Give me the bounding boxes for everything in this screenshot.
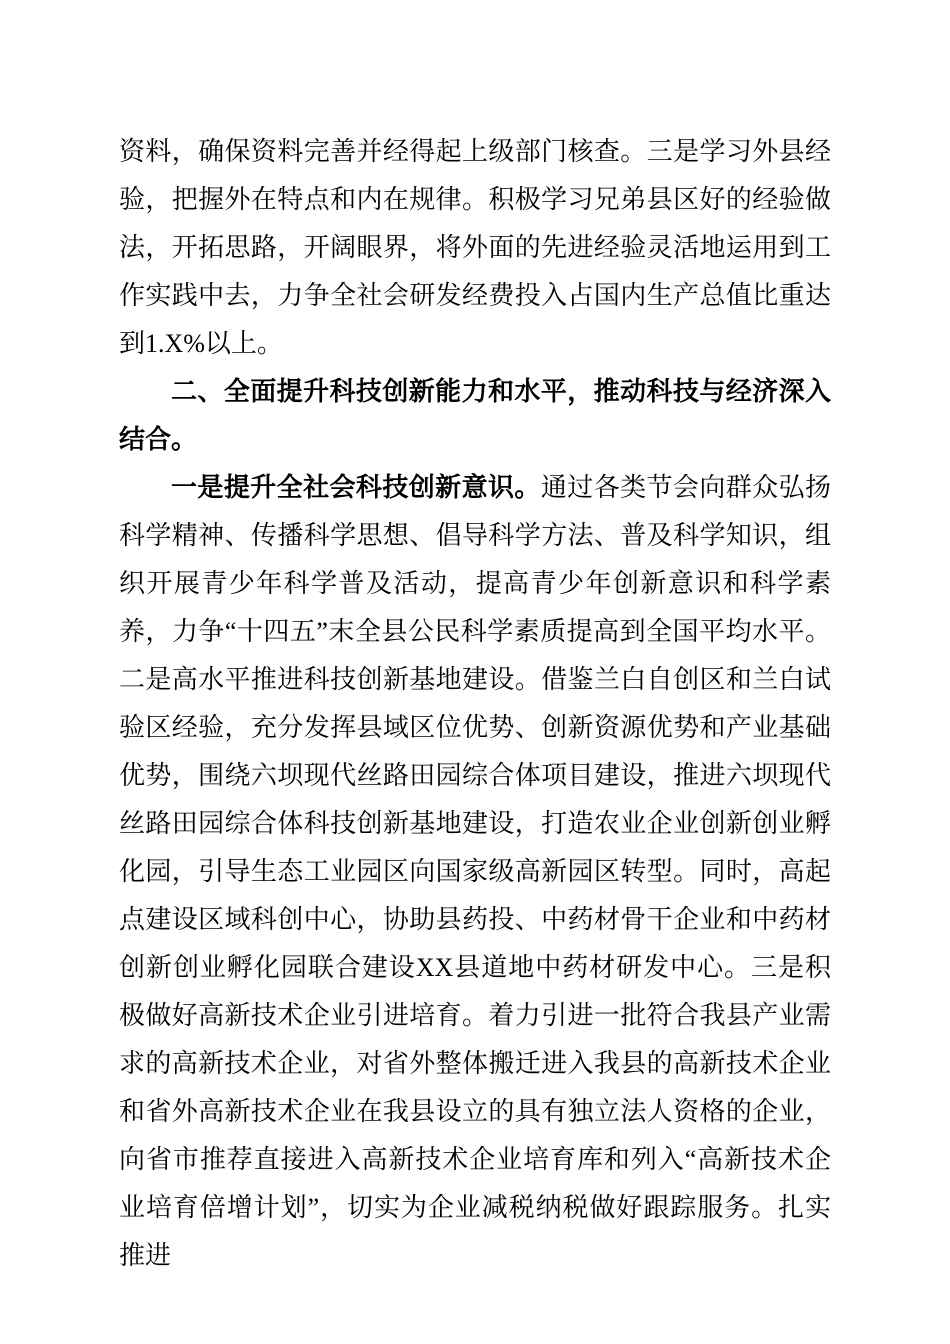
section-heading-text: 二、全面提升科技创新能力和水平，推动科技与经济深入结合。 bbox=[119, 377, 831, 454]
paragraph-text: 资料，确保资料完善并经得起上级部门核查。三是学习外县经验，把握外在特点和内在规律。积极学习兄弟县区好的经验做法，开拓思路，开阔眼界，将外面的先进经验灵活地运用到工作实践中去，力争全社会研发经费投入占国内生产总值比重达到1.X%以上。 bbox=[119, 137, 831, 358]
paragraph-text: 通过各类节会向群众弘扬科学精神、传播科学思想、倡导科学方法、普及科学知识，组织开展青少年科学普及活动，提高青少年创新意识和科学素养，力争“十四五”末全县公民科学素质提高到全国平均水平。二是高水平推进科技创新基地建设。借鉴兰白自创区和兰白试验区经验，充分发挥县域区位优势、创新资源优势和产业基础优势，围绕六坝现代丝路田园综合体项目建设，推进六坝现代丝路田园综合体科技创新基地建设，打造农业企业创新创业孵化园，引导生态工业园区向国家级高新园区转型。同时，高起点建设区域科创中心，协助县药投、中药材骨干企业和中药材创新创业孵化园联合建设XX县道地中药材研发中心。三是积极做好高新技术企业引进培育。着力引进一批符合我县产业需求的高新技术企业，对省外整体搬迁进入我县的高新技术企业和省外高新技术企业在我县设立的具有独立法人资格的企业，向省市推荐直接进入高新技术企业培育库和列入“高新技术企业培育倍增计划”，切实为企业减税纳税做好跟踪服务。扎实推进 bbox=[119, 473, 831, 1270]
section-heading bbox=[119, 368, 831, 464]
paragraph-lead-bold: 一是提升全社会科技创新意识。 bbox=[171, 473, 541, 502]
paragraph bbox=[119, 464, 831, 1280]
document-body bbox=[119, 128, 831, 1280]
paragraph-continuation bbox=[119, 128, 831, 368]
